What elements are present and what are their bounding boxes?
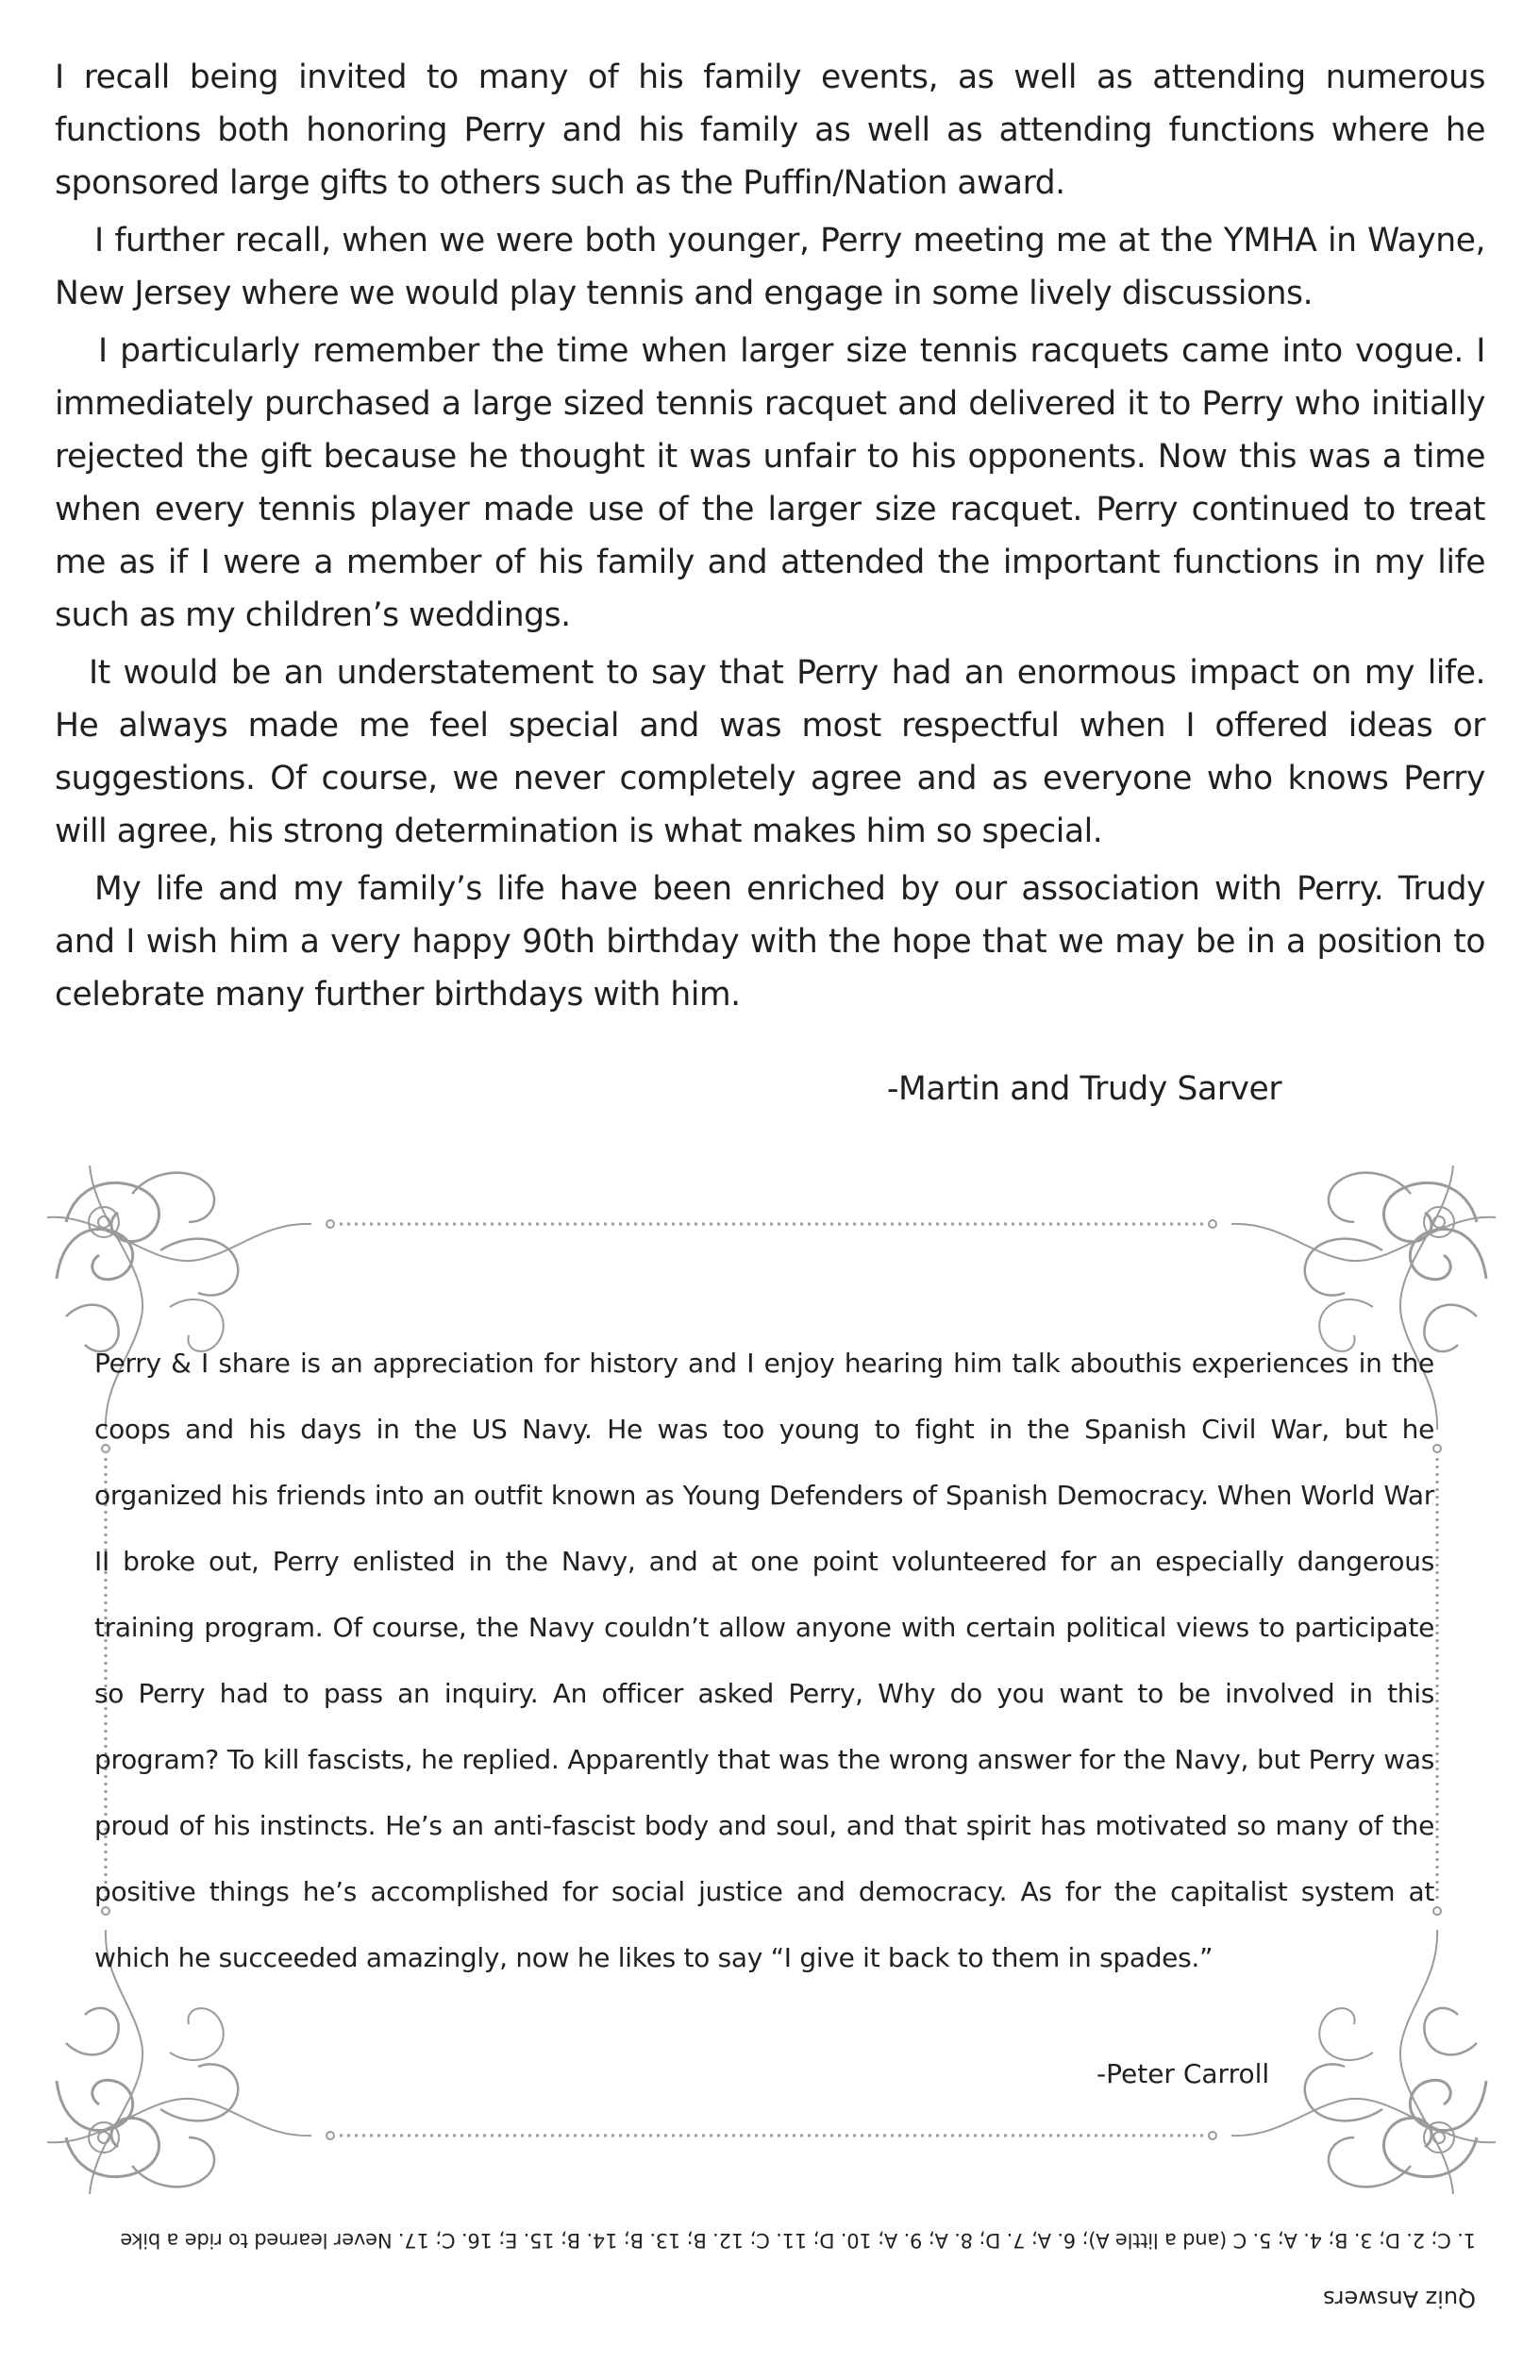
letter-paragraph: It would be an understatement to say that Perry had an enormous impact on my life. He always made me feel special and was most respectful when I offered ideas or suggestions. Of course, we never completely agree and as everyone who knows Perry will agree, his strong determination is what makes him so special. xyxy=(55,654,1485,850)
quote-paragraph: Perry & I share is an appreciation for history and I enjoy hearing him talk abouthis experiences in the coops and his days in the US Navy. He was too young to fight in the Spanish Civil War, but he organized his friends into an outfit known as Young Defenders of Spanish Democracy. When World War II broke out, Perry enlisted in the Navy, and at one point volunteered for an especially dangerous training program. Of course, the Navy couldn’t allow anyone with certain political views to participate so Perry had to pass an inquiry. An officer asked Perry, Why do you want to be involved in this program? To kill fascists, he replied. Apparently that was the wrong answer for the Navy, but Perry was proud of his instincts. He’s an anti-fascist body and soul, and that spirit has motivated so many of the positive things he’s accomplished for social justice and democracy. As for the capitalist system at which he succeeded amazingly, now he likes to say “I give it back to them in spades.” xyxy=(94,1348,1434,1973)
letter-paragraph: I particularly remember the time when larger size tennis racquets came into vogue. I immediately purchased a large sized tennis racquet and delivered it to Perry who initially rejected the gift because he thought it was unfair to his opponents. Now this was a time when every tennis player made use of the larger size racquet. Perry continued to treat me as if I were a member of his family and attended the important functions in my life such as my children’s weddings. xyxy=(55,332,1485,634)
letter-body xyxy=(55,51,1485,1026)
quote-body xyxy=(94,1331,1434,1991)
letter-signature: -Martin and Trudy Sarver xyxy=(887,1070,1282,1108)
quote-signature: -Peter Carroll xyxy=(1096,2058,1270,2089)
quiz-title: Quiz Answers xyxy=(1323,2286,1476,2312)
quiz-answers-text: 1. C; 2. D; 3. B; 4. A; 5. C (and a little A); 6. A; 7. D; 8. A; 9. A; 10. D; 11. C; 12. B; 13. B; 14. B; 15. E; 16. C; 17. Never learned to ride a bike xyxy=(120,2229,1476,2252)
letter-paragraph: My life and my family’s life have been enriched by our association with Perry. Trudy and I wish him a very happy 90th birthday with the hope that we may be in a position to celebrate many further birthdays with him. xyxy=(55,870,1485,1014)
letter-paragraph: I further recall, when we were both younger, Perry meeting me at the YMHA in Wayne, New Jersey where we would play tennis and engage in some lively discussions. xyxy=(55,222,1485,312)
letter-paragraph: I recall being invited to many of his family events, as well as attending numerous functions both honoring Perry and his family as well as attending functions where he sponsored large gifts to others such as the Puffin/Nation award. xyxy=(55,59,1485,202)
quiz-answers-block xyxy=(0,2208,1540,2350)
